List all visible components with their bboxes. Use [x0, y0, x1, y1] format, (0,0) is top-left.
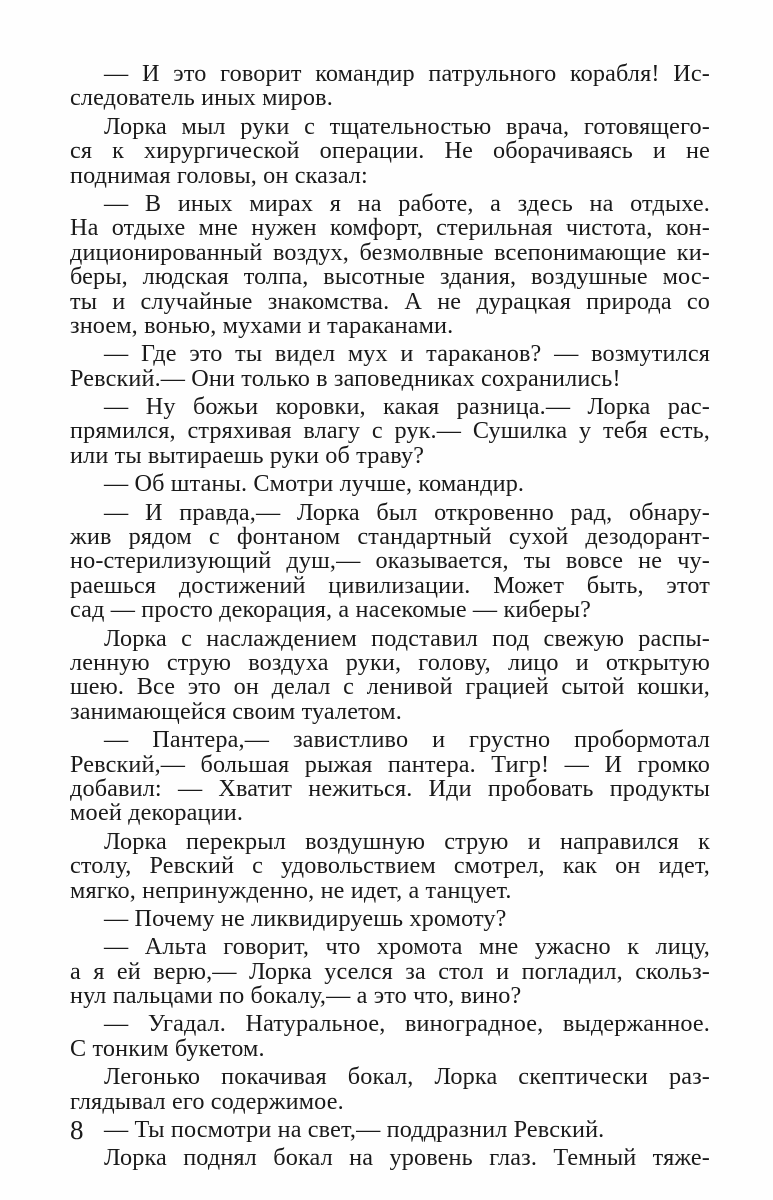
text-line: — Где это ты видел мух и тараканов? — возмутился [104, 340, 710, 368]
text-line: жив рядом с фонтаном стандартный сухой дезодорант- [70, 523, 710, 551]
text-line: С тонким букетом. [70, 1034, 265, 1062]
text-line: Лорка с наслаждением подставил под свежую распы- [104, 624, 710, 652]
text-line: Лорка поднял бокал на уровень глаз. Темный тяже- [104, 1144, 710, 1172]
paragraph [70, 395, 710, 468]
text-line: На отдыхе мне нужен комфорт, стерильная чистота, кон- [70, 214, 710, 242]
text-line: сад — просто декорация, а насекомые — киберы? [70, 596, 592, 624]
page-number: 8 [70, 1115, 84, 1145]
text-line: — Альта говорит, что хромота мне ужасно к лицу, [104, 933, 710, 961]
text-line: — Ну божьи коровки, какая разница.— Лорка рас- [104, 393, 710, 421]
paragraph [70, 827, 710, 904]
text-line: поднимая головы, он сказал: [70, 161, 368, 189]
text-line: но-стерилизующий душ,— оказывается, ты вовсе не чу- [70, 547, 710, 575]
text-line: Ревский,— большая рыжая пантера. Тигр! — И громко [70, 750, 710, 778]
paragraph [70, 112, 710, 189]
paragraph [70, 935, 710, 1008]
text-line: Ревский.— Они только в заповедниках сохранились! [70, 364, 621, 392]
text-line: глядывал его содержимое. [70, 1087, 344, 1115]
text-line: Легонько покачивая бокал, Лорка скептически раз- [104, 1063, 710, 1091]
paragraph [70, 189, 710, 339]
text-line: добавил: — Хватит нежиться. Иди пробовать продукты [70, 774, 710, 802]
text-line: — Об штаны. Смотри лучше, командир. [104, 470, 525, 498]
paragraph [70, 342, 710, 391]
paragraph [70, 1118, 710, 1142]
text-line: зноем, вонью, мухами и тараканами. [70, 311, 454, 339]
paragraph [70, 498, 710, 624]
text-line: диционированный воздух, безмолвные всепонимающие ки- [70, 238, 710, 266]
text-line: а я ей верю,— Лорка уселся за стол и погладил, скольз- [70, 957, 710, 985]
paragraph [70, 904, 710, 932]
paragraph [70, 624, 710, 725]
text-line: ся к хирургической операции. Не оборачиваясь и не [70, 137, 710, 165]
paragraph [70, 728, 710, 826]
text-line: шею. Все это он делал с ленивой грацией сытой кошки, [70, 673, 710, 701]
text-line: — Почему не ликвидируешь хромоту? [104, 904, 507, 932]
paragraph [70, 472, 710, 496]
text-line: нул пальцами по бокалу,— а это что, вино? [70, 982, 522, 1010]
text-line: столу, Ревский с удовольствием смотрел, как он идет, [70, 852, 710, 880]
text-line: или ты вытираешь руки об траву? [70, 441, 425, 469]
text-line: моей декорации. [70, 799, 244, 827]
text-line: Лорка мыл руки с тщательностью врача, готовящего- [104, 112, 710, 140]
text-line: Лорка перекрыл воздушную струю и направился к [104, 827, 710, 855]
paragraph [70, 62, 710, 111]
text-line: ты и случайные знакомства. А не дурацкая природа со [70, 287, 710, 315]
text-line: занимающейся своим туалетом. [70, 697, 402, 725]
text-line: — И это говорит командир патрульного корабля! Ис- [104, 60, 710, 87]
text-line: — Пантера,— завистливо и грустно пробормотал [104, 726, 710, 754]
paragraph [70, 1146, 710, 1170]
paragraph [70, 1012, 710, 1061]
body-text [70, 62, 710, 1171]
paragraph [70, 1065, 710, 1114]
text-line: ленную струю воздуха руки, голову, лицо и открытую [70, 648, 710, 676]
text-line: следователь иных миров. [70, 84, 333, 112]
text-line: — Ты посмотри на свет,— поддразнил Ревский. [104, 1116, 605, 1144]
text-line: раешься достижений цивилизации. Может быть, этот [70, 571, 710, 599]
text-line: прямился, стряхивая влагу с рук.— Сушилка у тебя есть, [70, 417, 710, 445]
text-line: — Угадал. Натуральное, виноградное, выдержанное. [104, 1010, 710, 1038]
text-line: — И правда,— Лорка был откровенно рад, обнару- [104, 498, 710, 526]
text-line: беры, людская толпа, высотные здания, воздушные мос- [70, 263, 710, 291]
text-line: — В иных мирах я на работе, а здесь на отдыхе. [104, 189, 710, 217]
text-line: мягко, непринужденно, не идет, а танцует. [70, 876, 512, 904]
